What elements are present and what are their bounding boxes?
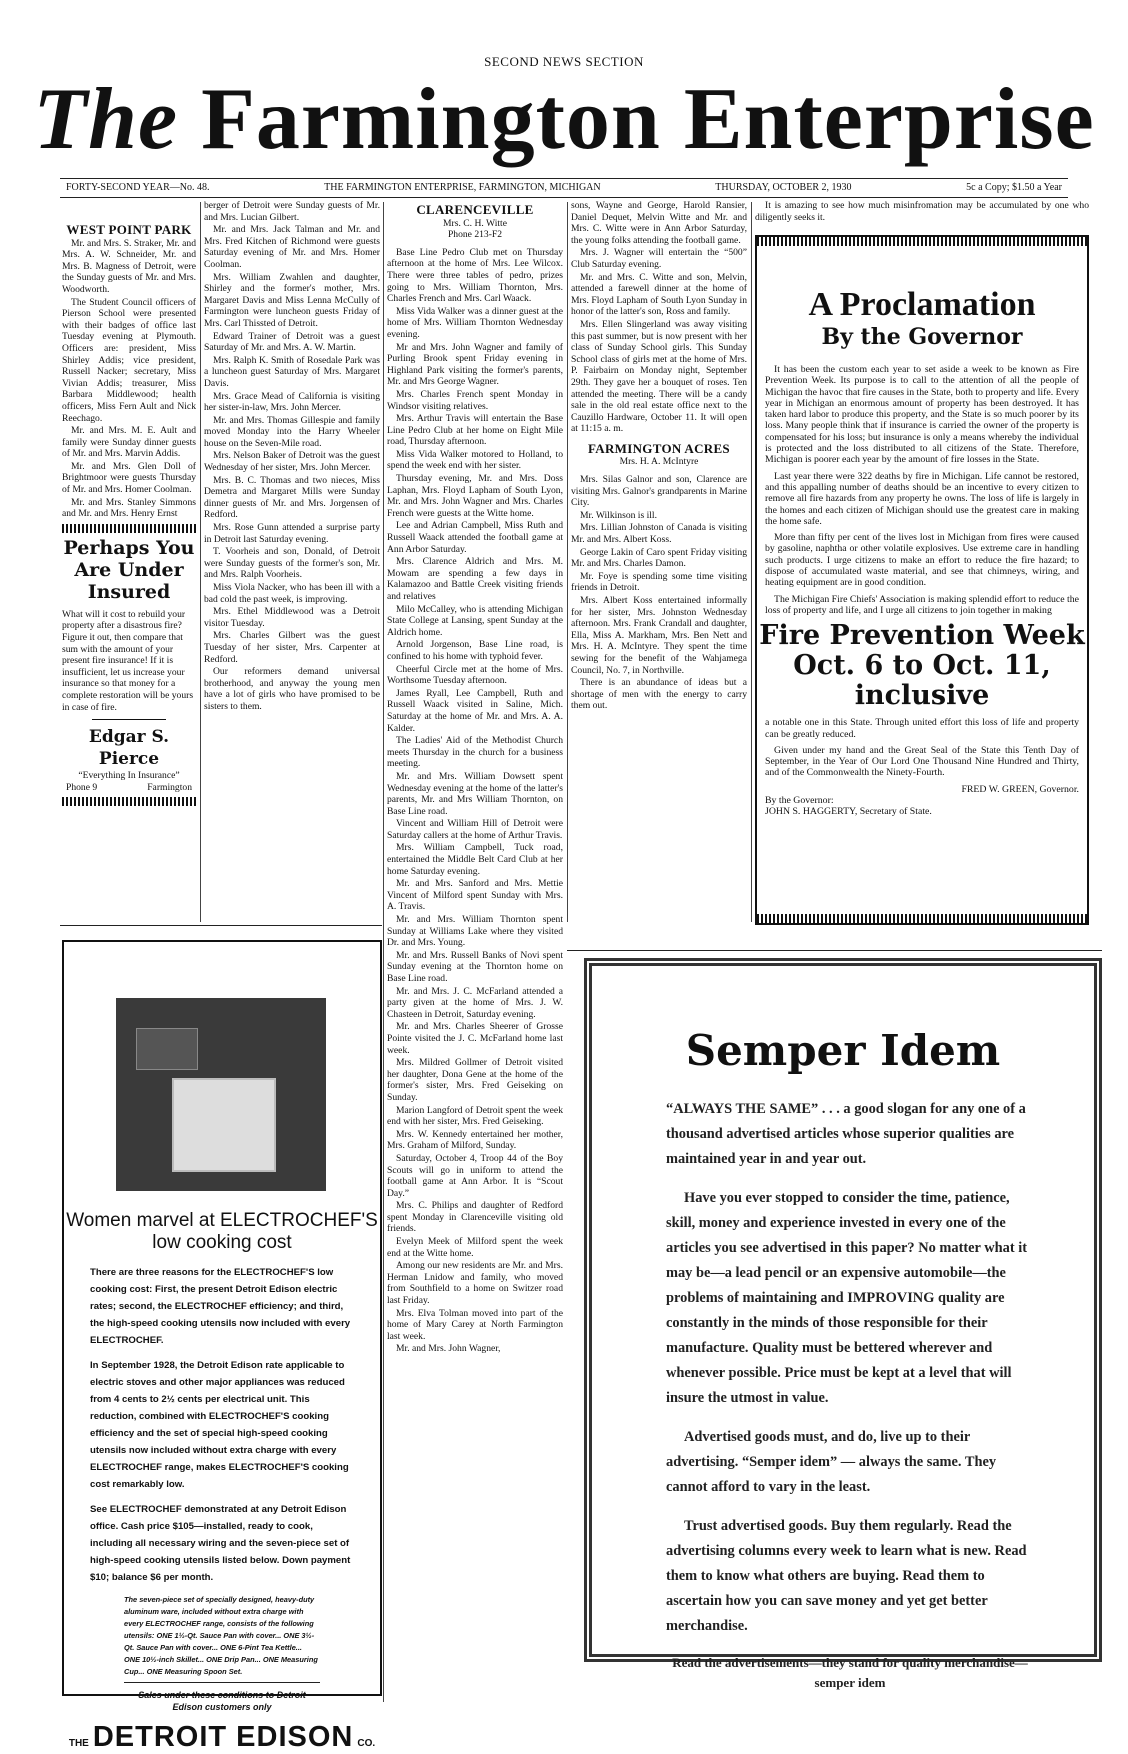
news-item: George Lakin of Caro spent Friday visiting Mr. and Mrs. Charles Damon.: [571, 546, 747, 570]
proclamation-subtitle: By the Governor: [821, 324, 1023, 350]
proclamation-paragraph: More than fifty per cent of the lives lost in Michigan from fires were caused by gasoline, naphtha or other volatile explosives. Use extreme care in handling such products. I urge citizens to make an effort to reduce the fire hazard; to dispose of accumulated waste material, and see that chimneys, wiring, and heating equipment are in good condition.: [765, 532, 1079, 589]
news-item: T. Voorheis and son, Donald, of Detroit were Sunday guests of the former's son, Mr. and Mrs. Ralph Voorheis.: [204, 546, 380, 581]
news-item: Mrs. Charles French spent Monday in Windsor visiting relatives.: [387, 388, 563, 412]
edison-body: [90, 1264, 354, 1586]
news-item: Mrs. Charles Gilbert was the guest Tuesday of her sister, Mrs. Carpenter at Redford.: [204, 630, 380, 665]
news-item: Mrs. Ethel Middlewood was a Detroit visitor Tuesday.: [204, 606, 380, 629]
detroit-edison-ad: [62, 940, 382, 1753]
news-item: Mr. and Mrs. Thomas Gillespie and family moved Monday into the Harry Wheeler house on the Seven-Mile road.: [204, 414, 380, 449]
semper-idem-title: Semper Idem: [685, 1026, 1001, 1075]
news-item: Mrs. Elva Tolman moved into part of the home of Mary Carey at North Farmington last week.: [387, 1307, 563, 1342]
electrochef-range-photo: [116, 998, 326, 1191]
detroit-edison-logo: [64, 1721, 380, 1754]
semper-closing: Read the advertisements—they stand for quality merchandise—semper idem: [672, 1655, 1028, 1690]
masthead-title: Farmington Enterprise: [201, 71, 1095, 168]
ad-divider: [92, 719, 166, 720]
news-item: James Ryall, Lee Campbell, Ruth and Russell Waack visited in Saline, Mich. Saturday at the home of Mr. and Mrs. A. A. Kalder.: [387, 687, 563, 734]
semper-paragraph: Trust advertised goods. Buy them regularly. Read the advertising columns every week to learn what is new. Read them to know what others are buying. Read them to ascertain how you can save money and yet get better merchandise.: [666, 1518, 1027, 1634]
clarenceville-byline: Mrs. C. H. Witte: [443, 217, 507, 229]
news-item: Mrs. Arthur Travis will entertain the Base Line Pedro Club at her home on Eight Mile road, Thursday afternoon.: [387, 413, 563, 448]
fire-prevention-week-dates: Oct. 6 to Oct. 11, inclusive: [793, 650, 1051, 712]
section-rule: [567, 950, 1102, 951]
masthead: [0, 72, 1128, 168]
proclamation-closing: [757, 717, 1087, 817]
proclamation-box: [755, 235, 1089, 925]
masthead-rule: [60, 178, 1068, 179]
insurance-contact: [62, 782, 196, 794]
column-clarenceville: [387, 202, 563, 1707]
proclamation-body: [757, 364, 1087, 616]
filler-item: [755, 200, 1089, 230]
edison-utensil-list: The seven-piece set of specially designed, heavy-duty aluminum ware, included without extra charge with every ELECTROCHEF range, consists of the following utensils: ONE 1½-Qt. Sauce Pan with cover... ONE 3½-Qt. Sauce Pan with cover... ONE 6-Pint Tea Kettle... ONE 10½-inch Skillet... ONE Drip Pan... ONE Measuring Cup... ONE Measuring Spoon Set.: [124, 1595, 318, 1676]
edison-subheadline: low cooking cost: [152, 1232, 292, 1253]
insurance-ad-headline: Perhaps You Are Under Insured: [63, 536, 195, 603]
news-item: Miss Viola Nacker, who has been ill with a bad cold the past week, is improving.: [204, 582, 380, 605]
news-item: Marion Langford of Detroit spent the week end with her sister, Mrs. Fred Geiseking.: [387, 1104, 563, 1128]
news-item: Vincent and William Hill of Detroit were Saturday callers at the home of Arthur Travis.: [387, 818, 563, 841]
news-item: Mrs. W. Kennedy entertained her mother, Mrs. Graham of Milford, Sunday.: [387, 1128, 563, 1152]
edison-ad-text: [64, 1210, 380, 1754]
news-item: Mr. and Mrs. Russell Banks of Novi spent Sunday evening at the Thornton home on Base Line road.: [387, 949, 563, 984]
fire-prevention-week-heading: Fire Prevention Week: [759, 620, 1085, 652]
logo-the: THE: [68, 1738, 89, 1749]
news-item: Lee and Adrian Campbell, Miss Ruth and Russell Waack attended the football game at Ann Arbor Saturday.: [387, 520, 563, 555]
news-item: Mr. Wilkinson is ill.: [580, 509, 657, 521]
news-item: Mr. and Mrs. J. C. McFarland attended a party given at the home of Mrs. J. W. Chasteen in Detroit, Saturday evening.: [387, 985, 563, 1020]
proclamation-paragraph: It has been the custom each year to set aside a week to be known as Fire Prevention Week. Its purpose is to call to the attention of all the people of Michigan the havoc that fire causes in the State, both to property and life. Every year in Michigan an enormous amount of property has been destroyed. It has taken hard labor to produce this property, and the State is so much poorer by its loss. Many people think that if insurance is carried the owner of the property is compensated for his loss; but insurance is only a means whereby the individual is protected and the loss distributed to all citizens of the State. Therefore, Michigan is poorer each year by the amount of fire losses in the State.: [765, 364, 1079, 466]
proclamation-paragraph: The Michigan Fire Chiefs' Association is making splendid effort to reduce the loss of property and life, and I urge all citizens to join together in making: [765, 593, 1079, 616]
clarenceville-heading: CLARENCEVILLE: [416, 202, 534, 217]
semper-paragraph: Advertised goods must, and do, live up to their advertising. “Semper idem” — always the same. They cannot afford to vary in the least.: [666, 1429, 997, 1495]
news-item: Mr. and Mrs. William Dowsett spent Wednesday evening at the home of the latter's parents, Mr. and Mrs William Thornton, on Base Line road.: [387, 770, 563, 817]
news-item: sons, Wayne and George, Harold Ransier, Daniel Dequet, Melvin Witte and Mr. and Mrs. C. Witte were in Ann Arbor Saturday, the young folks attending the football game.: [571, 200, 747, 246]
edison-paragraph: There are three reasons for the ELECTROCHEF'S low cooking cost: First, the present Detroit Edison electric rates; second, the ELECTROCHEF efficiency; and third, the high-speed cooking utensils now included with every ELECTROCHEF.: [90, 1267, 351, 1346]
insurance-phone: Phone 9: [66, 781, 98, 793]
news-item: Milo McCalley, who is attending Michigan State College at Lansing, spent Sunday at the Aldrich home.: [387, 603, 563, 638]
news-item: The Student Council officers of Pierson School were presented with their badges of office last Tuesday evening at Plymouth. Officers are: president, Miss Shirley Addis; vice president, Russell Nacker; secretary, Miss Vivian Addis; treasurer, Miss Barbara Middlewood; health officers, Miss Fern Ault and Nick Reechago.: [62, 296, 196, 424]
column-local-news: [204, 200, 380, 922]
semper-idem-body: [666, 1097, 1034, 1693]
edison-conditions: Sales under these conditions to Detroit Edison customers only: [124, 1682, 320, 1713]
insurance-agent-name: Edgar S. Pierce: [88, 727, 170, 770]
section-label: SECOND NEWS SECTION: [484, 54, 644, 69]
news-item: Mr. and Mrs. Sanford and Mrs. Mettie Vincent of Milford spent Sunday with Mrs. A. Travis.: [387, 878, 563, 913]
section-rule: [60, 925, 382, 926]
clarenceville-phone: Phone 213-F2: [447, 229, 503, 241]
news-item: Mrs. Albert Koss entertained informally for her sister, Mrs. Johnston Wednesday afternoon. Mrs. Frank Crandall and daughter, Ella, Miss A. Markham, Mrs. Ben Nett and Mrs. H. A. McIntyre. They spent the time sewing for the benefit of the Wahjamega Council, No. 7, in Northville.: [571, 595, 747, 676]
news-item: Cheerful Circle met at the home of Mrs. Worthsome Tuesday afternoon.: [387, 663, 563, 687]
news-item: Among our new residents are Mr. and Mrs. Herman Lnidow and family, who moved from Southfield to a home on Switzer road last Friday.: [387, 1260, 563, 1307]
news-item: Mrs. C. Philips and daughter of Redford spent Monday in Clarenceville visiting old friends.: [387, 1200, 563, 1235]
edison-paragraph: See ELECTROCHEF demonstrated at any Detroit Edison office. Cash price $105—installed, ready to cook, including all necessary wiring and the seven-piece set of high-speed cooking utensils listed below. Down payment $10; balance $6 per month.: [90, 1504, 351, 1583]
insurance-slogan: “Everything In Insurance”: [78, 770, 180, 782]
column-rule: [567, 202, 568, 922]
column-rule: [383, 202, 384, 1702]
news-item: There is an abundance of ideas but a shortage of men with the energy to carry them out.: [571, 677, 747, 712]
news-item: Mr. and Mrs. S. Straker, Mr. and Mrs. A. W. Schneider, Mr. and Mrs. B. Magness of Detroit, were the Sunday guests of Mr. and Mrs. Woodworth.: [62, 237, 196, 295]
news-item: Mrs. Ellen Slingerland was away visiting this past summer, but is now present with her class of Sunday School girls. This Sunday School class of girls met at the home of Mrs. P. Fairbairn on Monday night, September 29th. They gave her a bouquet of roses. Ten attended the meeting. There will be a candy sale in the old real estate office next to the Cauzillo Hardware, October 11. It will open at 11:15 a. m.: [571, 318, 747, 435]
news-item: Mr. and Mrs. C. Witte and son, Melvin, attended a farewell dinner at the home of Mrs. Floyd Lapham of South Lyon Sunday in honor of the latter's son, Ross and family.: [571, 271, 747, 318]
secretary-signature: JOHN S. HAGGERTY, Secretary of State.: [765, 806, 932, 818]
news-item: Base Line Pedro Club met on Thursday afternoon at the home of Mrs. Lee Wilcox. There were three tables of pedro, prizes going to Mrs. William Thornton, Mrs. Charles French and Mrs. Carl Waack.: [387, 246, 563, 305]
insurance-town: Farmington: [147, 781, 192, 793]
dateline-rule: [60, 197, 1068, 198]
news-item: Mrs. Ralph K. Smith of Rosedale Park was a luncheon guest Saturday of Mrs. Margaret Davis.: [204, 354, 380, 389]
proclamation-paragraph: Given under my hand and the Great Seal of the State this Tenth Day of September, in the Year of Our Lord One Thousand Nine Hundred and Thirty, and of the Commonwealth the Ninety-Fourth.: [765, 744, 1079, 779]
news-item: Mrs. Nelson Baker of Detroit was the guest Wednesday of her sister, Mrs. John Mercer.: [204, 450, 380, 474]
news-item: Mr. and Mrs. M. E. Ault and family were Sunday dinner guests of Mr. and Mrs. Marvin Addis.: [62, 425, 196, 460]
news-item: Mr and Mrs. John Wagner and family of Purling Brook spent Friday evening in Highland Park visiting the former's parents, Mr. and Mrs George Wagner.: [387, 341, 563, 388]
semper-idem-ad: [584, 958, 1102, 1690]
news-item: Miss Vida Walker was a dinner guest at the home of Mrs. William Thornton Wednesday evening.: [387, 305, 563, 340]
semper-paragraph: “ALWAYS THE SAME” . . . a good slogan for any one of a thousand advertised articles whose superior qualities are maintained year in and year out.: [666, 1101, 1026, 1167]
proclamation-paragraph: a notable one in this State. Through united effort this loss of life and property can be greatly reduced.: [765, 717, 1079, 740]
farmington-acres-byline: Mrs. H. A. McIntyre: [619, 456, 699, 468]
proclamation-title: A Proclamation: [808, 286, 1036, 323]
column-rule: [751, 202, 752, 922]
news-item: berger of Detroit were Sunday guests of Mr. and Mrs. Lucian Gilbert.: [204, 200, 380, 223]
edison-paragraph: In September 1928, the Detroit Edison rate applicable to electric stoves and other major appliances was reduced from 4 cents to 2½ cents per electrical unit. This reduction, combined with ELECTROCHEF'S cooking efficiency and the set of special high-speed cooking utensils now included without extra charge with every ELECTROCHEF range, makes ELECTROCHEF'S cooking cost remarkably low.: [90, 1360, 349, 1490]
news-item: Mr. and Mrs. John Wagner,: [396, 1343, 501, 1355]
column-west-point-park: [62, 222, 196, 922]
news-item: Mrs. B. C. Thomas and two nieces, Miss Demetra and Margaret Mills were Sunday dinner guests of Mr. and Mrs. Jorgensen of Redford.: [204, 474, 380, 521]
proclamation-bottom-stripe: [757, 914, 1087, 923]
filler-text: It is amazing to see how much misinfromation may be accumulated by one who diligently seeks it.: [755, 200, 1089, 223]
news-item: Mrs. J. Wagner will entertain the “500” Club Saturday evening.: [571, 247, 747, 270]
news-item: Arnold Jorgenson, Base Line road, is confined to his home with typhoid fever.: [387, 639, 563, 662]
news-item: Mr. and Mrs. Glen Doll of Brightmoor were guests Thursday of Mr. and Mrs. Homer Coolman.: [62, 460, 196, 496]
news-item: Mrs. Lillian Johnston of Canada is visiting Mr. and Mrs. Albert Koss.: [571, 522, 747, 546]
news-item: Mrs. William Zwahlen and daughter, Shirley and the former's mother, Mrs. Margaret Davis and Miss Lenna McCully of Farmington were luncheon guests Friday of Mrs. Carl Thissted of Detroit.: [204, 271, 380, 329]
range-oven-shape: [136, 1028, 198, 1070]
issue-date: THURSDAY, OCTOBER 2, 1930: [715, 182, 852, 193]
news-item: Mr. Foye is spending some time visiting friends in Detroit.: [571, 570, 747, 594]
farmington-acres-heading: FARMINGTON ACRES: [588, 440, 730, 456]
masthead-the: The: [33, 71, 179, 168]
news-item: The Ladies' Aid of the Methodist Church meets Thursday in the church for a business meeting.: [387, 735, 563, 770]
dateline: [66, 182, 1062, 193]
news-item: Mr. and Mrs. Stanley Simmons and Mr. and Mrs. Henry Ernst: [62, 496, 196, 520]
proclamation-paragraph: Last year there were 322 deaths by fire in Michigan. Life cannot be restored, and this appalling number of deaths should be an incentive to every citizen to remove all fire hazards from any property he owns. The loss of life is largely in the homes and each citizen of Michigan should use the greatest care in making the home safe.: [765, 470, 1079, 527]
volume-number: FORTY-SECOND YEAR—No. 48.: [66, 182, 210, 193]
semper-paragraph: Have you ever stopped to consider the time, patience, skill, money and experience invested in every one of the articles you see advertised in this paper? No matter what it may be—a lead pencil or an expensive automobile—the problems of maintaining and IMPROVING quality are constantly in the minds of those responsible for their manufacture. Quality must be bettered wherever and whenever possible. Price must be kept at a level that will insure the utmost in value.: [666, 1190, 1028, 1406]
west-point-park-heading: WEST POINT PARK: [66, 222, 192, 237]
news-item: Edward Trainer of Detroit was a guest Saturday of Mr. and Mrs. A. W. Martin.: [204, 330, 380, 354]
news-item: Mrs. Mildred Gollmer of Detroit visited her daughter, Dona Gene at the home of the former's sister, Mrs. Fred Geiseking on Sunday.: [387, 1057, 563, 1103]
range-body-shape: [172, 1078, 276, 1172]
news-item: Mr. and Mrs. Charles Sheerer of Grosse Pointe visited the J. C. McFarland home last week.: [387, 1021, 563, 1056]
by-the-governor: By the Governor:: [765, 795, 834, 807]
news-item: Mrs. William Campbell, Tuck road, entertained the Middle Belt Card Club at her home Saturday evening.: [387, 842, 563, 877]
proclamation-top-stripe: [757, 237, 1087, 246]
place-line: THE FARMINGTON ENTERPRISE, FARMINGTON, MICHIGAN: [324, 182, 601, 193]
news-item: Evelyn Meek of Milford spent the week end at the Witte home.: [387, 1236, 563, 1259]
ad-border-stripe: [62, 524, 196, 533]
column-farmington-acres: [571, 200, 747, 922]
column-rule: [200, 202, 201, 922]
news-item: Mrs. Silas Galnor and son, Clarence are visiting Mrs. Galnor's grandparents in Marine City.: [571, 474, 747, 509]
ad-border-stripe: [62, 797, 196, 806]
news-item: Mr. and Mrs. William Thornton spent Sunday at Williams Lake where they visited Dr. and Mrs. Young.: [387, 914, 563, 949]
insurance-ad-body: What will it cost to rebuild your property after a disastrous fire? Figure it out, then compare that sum with the amount of your present fire insurance! If it is insufficient, let us increase your insurance so that money for a complete restoration will be yours in case of fire.: [62, 608, 194, 713]
news-item: Mrs. Grace Mead of California is visiting her sister-in-law, Mrs. John Mercer.: [204, 390, 380, 414]
logo-co: CO.: [357, 1738, 376, 1749]
news-item: Mr. and Mrs. Jack Talman and Mr. and Mrs. Fred Kitchen of Richmond were guests Saturday evening of Mr. and Mrs. Homer Coolman.: [204, 224, 380, 270]
news-item: Thursday evening, Mr. and Mrs. Doss Laphan, Mrs. Floyd Lapham of South Lyon, Mr. and Mrs. John Wagner and Mrs. Charles French were guests at the Witte home.: [387, 473, 563, 519]
logo-name: DETROIT EDISON: [92, 1721, 354, 1753]
news-item: Miss Vida Walker motored to Holland, to spend the week end with her sister.: [387, 448, 563, 472]
news-item: Saturday, October 4, Troop 44 of the Boy Scouts will go in uniform to attend the football game at Ann Arbor. It is “Scout Day.”: [387, 1152, 563, 1199]
edison-headline: Women marvel at ELECTROCHEF'S: [66, 1210, 378, 1231]
price: 5c a Copy; $1.50 a Year: [966, 182, 1062, 193]
news-item: Mrs. Clarence Aldrich and Mrs. M. Mowam are spending a few days in Kalamazoo and Battle Creek visiting friends and relatives: [387, 556, 563, 602]
governor-signature: FRED W. GREEN, Governor.: [961, 783, 1079, 795]
news-item: Mrs. Rose Gunn attended a surprise party in Detroit last Saturday evening.: [204, 522, 380, 545]
news-item: Our reformers demand universal brotherhood, and anyway the young men have a lot of girls who have promised to be sisters to them.: [204, 666, 380, 712]
